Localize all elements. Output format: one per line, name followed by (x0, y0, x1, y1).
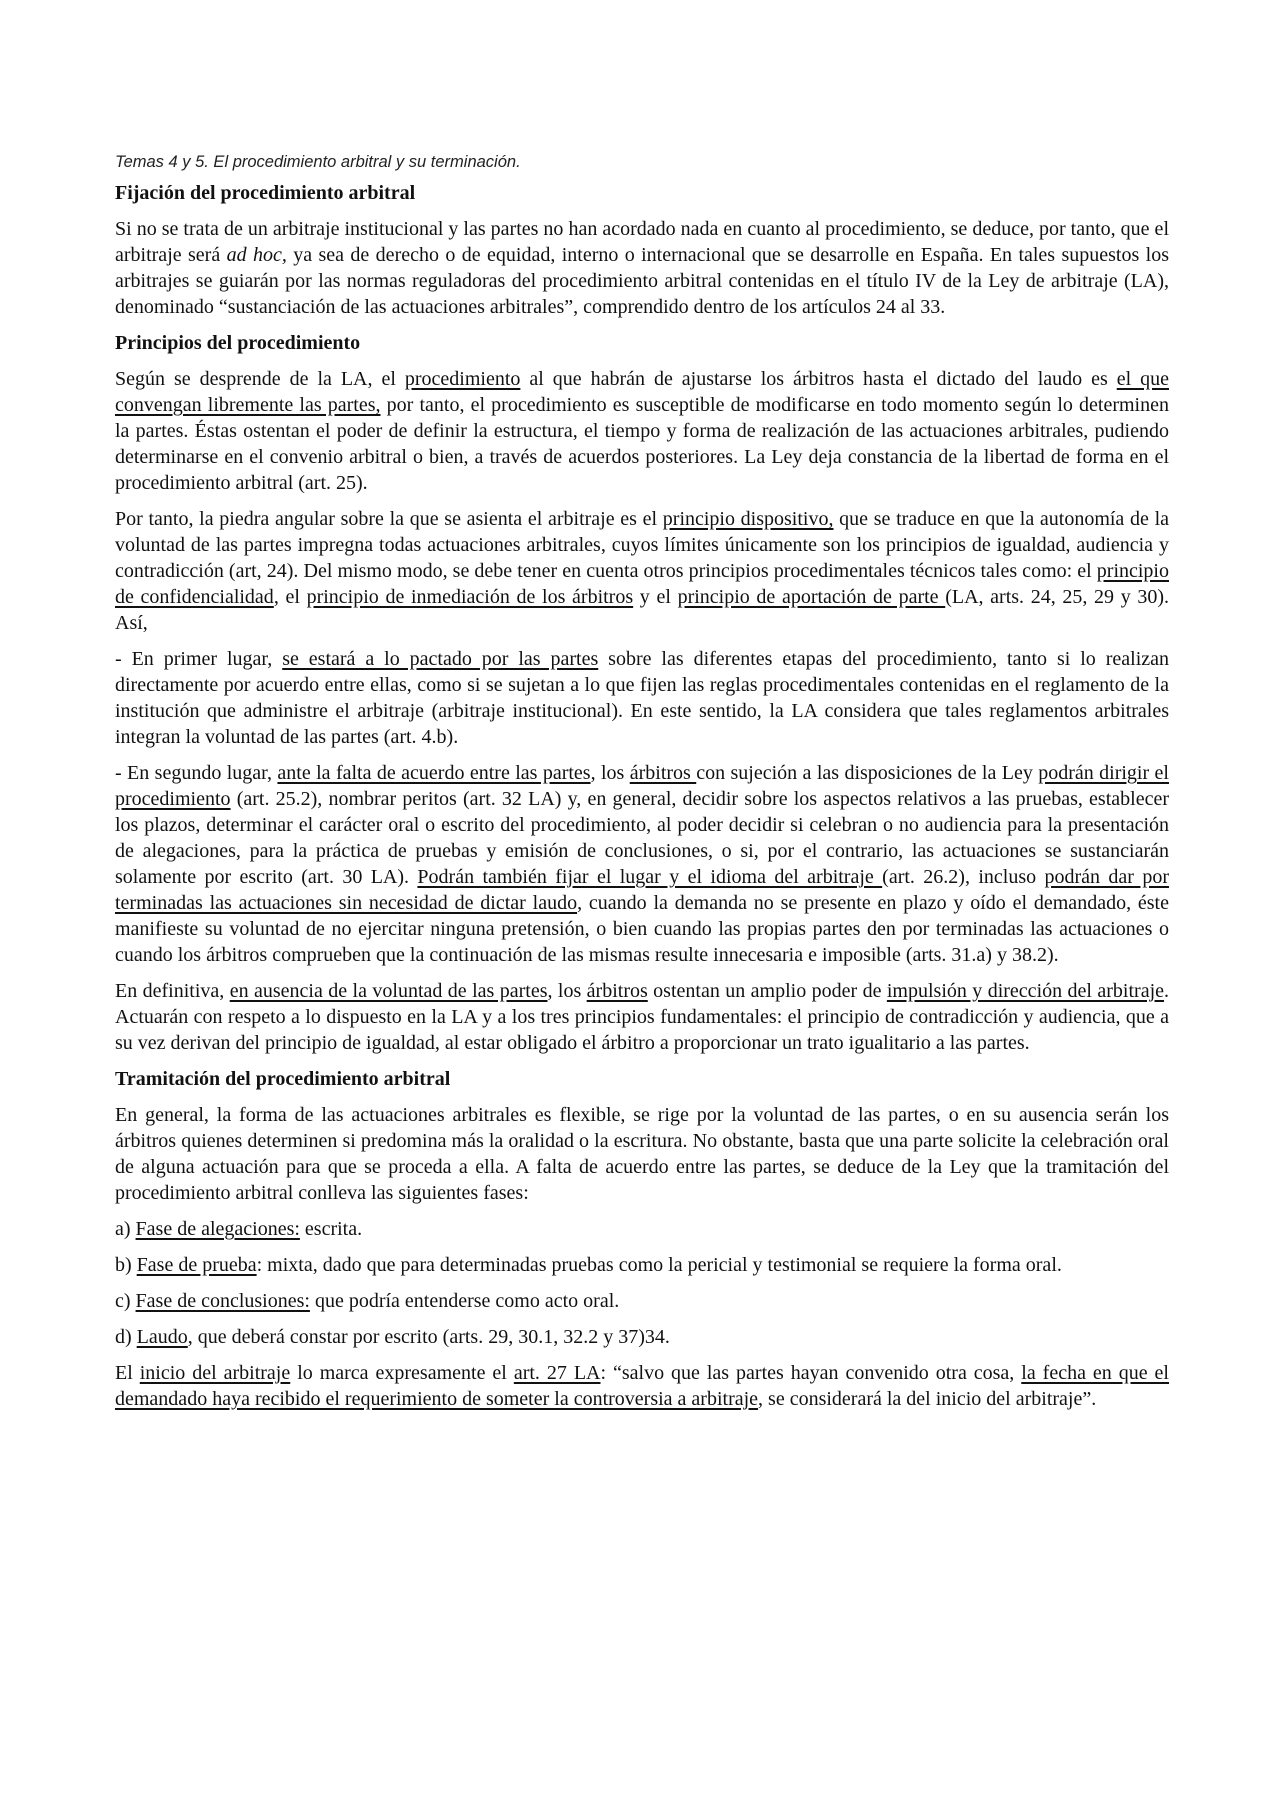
paragraph-segundo-lugar: - En segundo lugar, ante la falta de acuerdo entre las partes, los árbitros con sujeción a las disposiciones de la Ley podrán dirigir el procedimiento (art. 25.2), nombrar peritos (art. 32 LA) y, en general, decidir sobre los aspectos relativos a las pruebas, establecer los plazos, determinar el carácter oral o escrito del procedimiento, al poder decidir si celebran o no audiencia para la presentación de alegaciones, para la práctica de pruebas y emisión de conclusiones, o si, por el contrario, las actuaciones se sustanciarán solamente por escrito (art. 30 LA). Podrán también fijar el lugar y el idioma del arbitraje (art. 26.2), incluso podrán dar por terminadas las actuaciones sin necesidad de dictar laudo, cuando la demanda no se presente en plazo y oído el demandado, éste manifieste su voluntad de no ejercitar ninguna pretensión, o bien cuando las propias partes den por terminadas las actuaciones o cuando los árbitros comprueben que la continuación de las mismas resulte innecesaria e imposible (arts. 31.a) y 38.2). (115, 762, 1169, 966)
list-item-fase-conclusiones: c) Fase de conclusiones: que podría entenderse como acto oral. (115, 1290, 620, 1312)
paragraph-principios-1: Según se desprende de la LA, el procedimiento al que habrán de ajustarse los árbitros hasta el dictado del laudo es el que convengan libremente las partes, por tanto, el procedimiento es susceptible de modificarse en todo momento según lo determinen la partes. Éstas ostentan el poder de definir la estructura, el tiempo y forma de realización de las actuaciones arbitrales, pudiendo determinarse en el convenio arbitral o bien, a través de acuerdos posteriores. La Ley deja constancia de la libertad de forma en el procedimiento arbitral (art. 25). (115, 368, 1170, 494)
paragraph-fijacion: Si no se trata de un arbitraje institucional y las partes no han acordado nada en cuanto al procedimiento, se deduce, por tanto, que el arbitraje será ad hoc, ya sea de derecho o de equidad, interno o internacional que se desarrolle en España. En tales supuestos los arbitrajes se guiarán por las normas reguladoras del procedimiento arbitral contenidas en el título IV de la Ley de arbitraje (LA), denominado “sustanciación de las actuaciones arbitrales”, comprendido dentro de los artículos 24 al 33. (115, 218, 1169, 318)
list-item-laudo: d) Laudo, que deberá constar por escrito (arts. 29, 30.1, 32.2 y 37)34. (115, 1326, 670, 1348)
document-header: Temas 4 y 5. El procedimiento arbitral y su terminación. (115, 153, 521, 171)
section-heading-tramitacion: Tramitación del procedimiento arbitral (115, 1068, 451, 1090)
section-heading-principios: Principios del procedimiento (115, 332, 361, 354)
paragraph-en-definitiva: En definitiva, en ausencia de la voluntad de las partes, los árbitros ostentan un amplio poder de impulsión y dirección del arbitraje. Actuarán con respeto a lo dispuesto en la LA y a los tres principios fundamentales: el principio de contradicción y audiencia, que a su vez derivan del principio de igualdad, al estar obligado el árbitro a proporcionar un trato igualitario a las partes. (115, 980, 1170, 1054)
paragraph-primer-lugar: - En primer lugar, se estará a lo pactado por las partes sobre las diferentes etapas del procedimiento, tanto si lo realizan directamente por acuerdo entre ellas, como si se sujetan a lo que fijen las reglas procedimentales contenidas en el reglamento de la institución que administre el arbitraje (arbitraje institucional). En este sentido, la LA considera que tales reglamentos arbitrales integran la voluntad de las partes (art. 4.b). (115, 648, 1170, 748)
paragraph-inicio-arbitraje: El inicio del arbitraje lo marca expresamente el art. 27 LA: “salvo que las partes hayan convenido otra cosa, la fecha en que el demandado haya recibido el requerimiento de someter la controversia a arbitraje, se considerará la del inicio del arbitraje”. (115, 1362, 1169, 1410)
document-page (115, 152, 1169, 1412)
list-item-fase-prueba: b) Fase de prueba: mixta, dado que para determinadas pruebas como la pericial y testimonial se requiere la forma oral. (115, 1254, 1062, 1276)
section-heading-fijacion: Fijación del procedimiento arbitral (115, 182, 416, 204)
paragraph-tramitacion: En general, la forma de las actuaciones arbitrales es flexible, se rige por la voluntad de las partes, o en su ausencia serán los árbitros quienes determinen si predomina más la oralidad o la escritura. No obstante, basta que una parte solicite la celebración oral de alguna actuación para que se proceda a ella. A falta de acuerdo entre las partes, se deduce de la Ley que la tramitación del procedimiento arbitral conlleva las siguientes fases: (115, 1104, 1169, 1204)
paragraph-principios-2: Por tanto, la piedra angular sobre la que se asienta el arbitraje es el principio dispositivo, que se traduce en que la autonomía de la voluntad de las partes impregna todas actuaciones arbitrales, cuyos límites únicamente son los principios de igualdad, audiencia y contradicción (art, 24). Del mismo modo, se debe tener en cuenta otros principios procedimentales técnicos tales como: el principio de confidencialidad, el principio de inmediación de los árbitros y el principio de aportación de parte (LA, arts. 24, 25, 29 y 30). Así, (115, 508, 1170, 634)
list-item-fase-alegaciones: a) Fase de alegaciones: escrita. (115, 1218, 363, 1240)
